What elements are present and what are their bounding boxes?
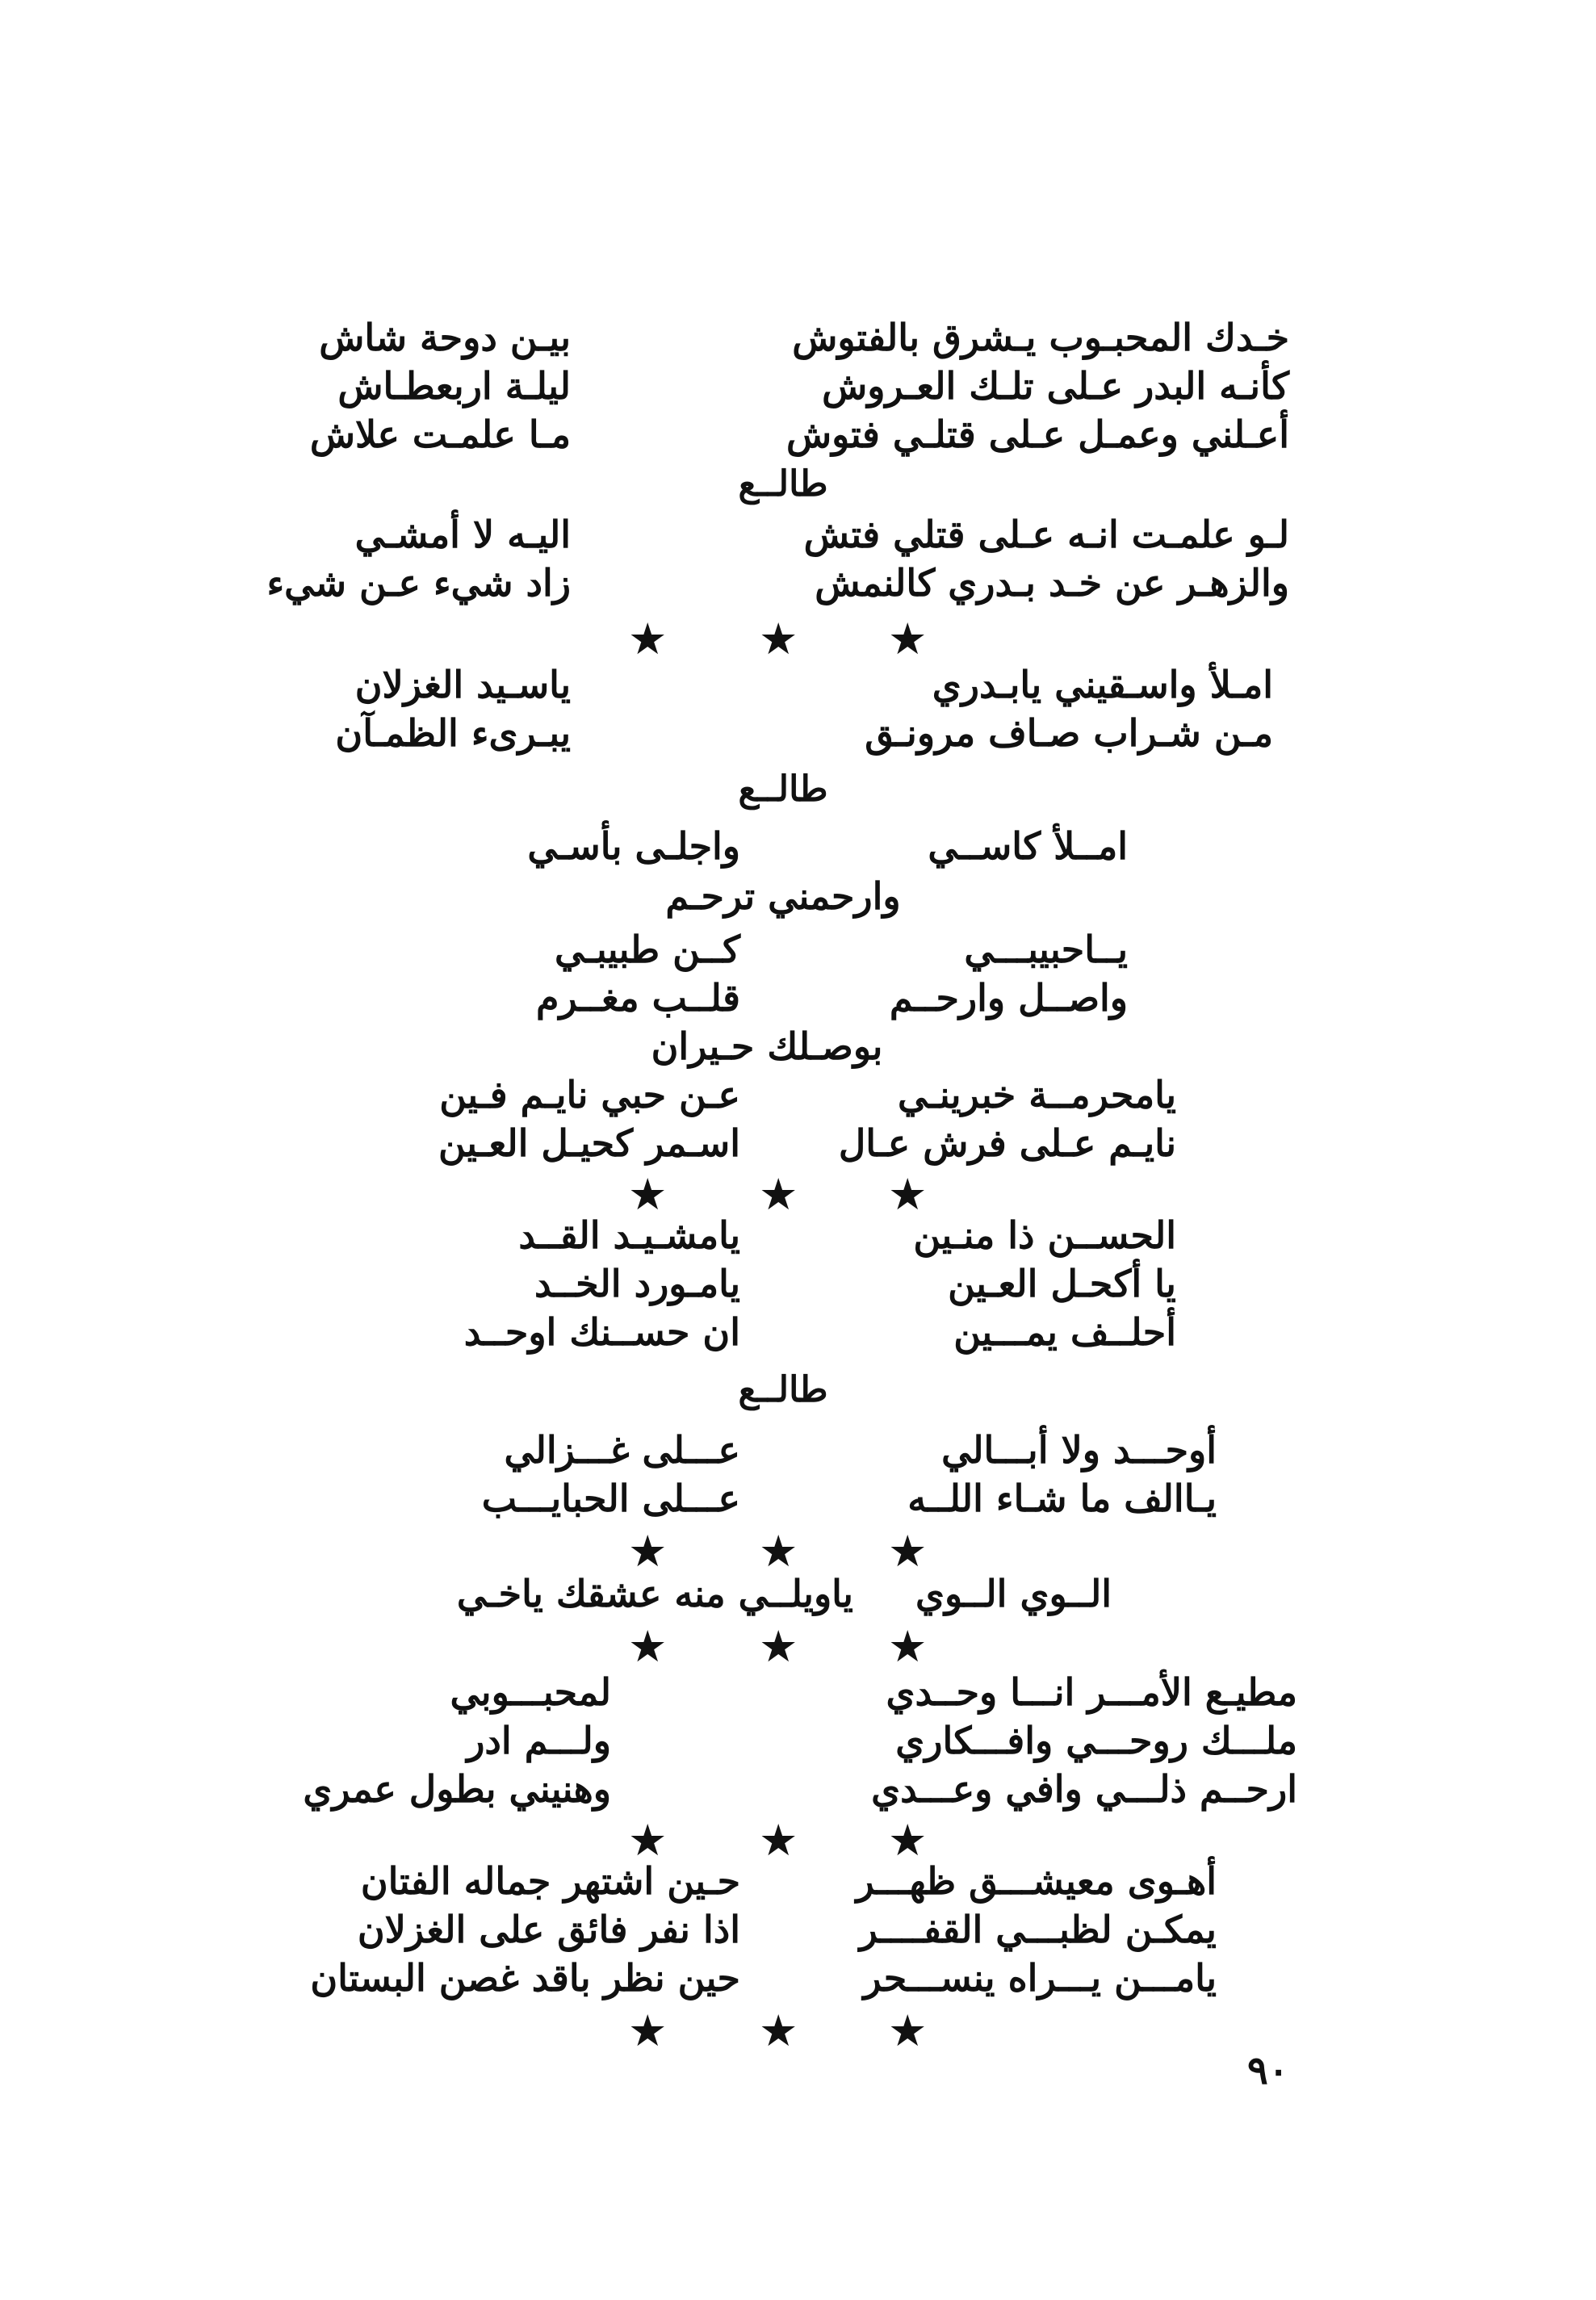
verse-left: ان حســنك اوحــد [463, 1310, 740, 1354]
section-heading: طالــع [738, 463, 828, 505]
section-heading: طالــع [738, 1369, 828, 1410]
verse-left: ياويلــي منه عشقك ياخـي [456, 1572, 853, 1615]
verse-left: ولـــم ادر [467, 1719, 611, 1762]
page-number: ٩٠ [1247, 2048, 1289, 2093]
verse-center: بوصـلك حـيران [651, 1024, 883, 1068]
verse-right: نايـم عـلى فرش عـال [838, 1121, 1176, 1165]
verse-left: يامشـيـد القــد [518, 1213, 740, 1257]
star-icon: ★ [628, 2005, 668, 2056]
verse-left: مـا علمـت علاش [309, 413, 571, 456]
star-icon: ★ [759, 1169, 798, 1220]
verse-left: عـــلى الحبايـــب [481, 1477, 740, 1520]
verse-left: حـين اشتهر جماله الفتان [360, 1859, 740, 1903]
verse-left: يامـورد الخــد [534, 1262, 740, 1305]
verse-right: الــوي الــوي [915, 1572, 1112, 1615]
verse-right: امـلأ واسـقيني يابـدري [932, 663, 1273, 706]
verse-right: أهـوى معيشـــق ظهـــر [856, 1859, 1217, 1903]
verse-left: واجلـى بأسـي [527, 824, 740, 868]
star-divider [0, 1527, 1596, 1576]
verse-right: يمكـن لظبـــي القفــــر [859, 1908, 1217, 1951]
verse-left: لمحبـــوبي [450, 1670, 611, 1714]
verse-left: ليلـة اربعطـاش [337, 364, 571, 408]
verse-left: قلــب مغــرم [536, 976, 740, 1020]
star-icon: ★ [759, 614, 798, 664]
verse-left: ياسـيد الغزلان [354, 663, 571, 706]
section-heading: طالــع [738, 769, 828, 810]
verse-right: ملـــك روحـــي وافـــكاري [895, 1719, 1297, 1762]
star-divider [0, 615, 1596, 664]
verse-center: وارحمني ترحـم [665, 874, 901, 918]
verse-left: بيـن دوحة شاش [319, 316, 571, 359]
verse-left: كــن طبيبـي [555, 928, 740, 971]
verse-right: أعـلني وعمـل عـلى قتلـي فتوش [786, 413, 1289, 456]
verse-right: كأنـه البدر عـلى تلـك العـروش [822, 364, 1289, 408]
star-icon: ★ [888, 1621, 928, 1672]
star-icon: ★ [628, 1526, 668, 1577]
verse-left: زاد شيء عـن شيء [266, 561, 571, 605]
star-icon: ★ [628, 1621, 668, 1672]
star-icon: ★ [888, 1815, 928, 1866]
verse-right: واصــل وارحــم [889, 976, 1128, 1020]
verse-right: الحســن ذا منـين [913, 1213, 1176, 1257]
verse-left: عـــلى غـــزالي [504, 1428, 740, 1472]
star-icon: ★ [759, 1526, 798, 1577]
star-icon: ★ [888, 1169, 928, 1220]
verse-right: يامـــن يـــراه ينســـحر [863, 1956, 1217, 2000]
star-icon: ★ [628, 614, 668, 664]
verse-left: يبـرىء الظمـآن [335, 711, 571, 755]
verse-right: امــلأ كاســي [928, 824, 1128, 868]
verse-right: يامحرمــة خبرينـي [898, 1073, 1176, 1116]
star-icon: ★ [759, 2005, 798, 2056]
verse-right: ارحــم ذلـــي وافي وعـــدي [871, 1767, 1297, 1811]
verse-right: يــاحبيبـــي [964, 928, 1128, 971]
star-icon: ★ [759, 1815, 798, 1866]
verse-left: حين نظر باقد غصن البستان [310, 1956, 740, 2000]
star-icon: ★ [628, 1169, 668, 1220]
verse-right: لـو علمـت انـه عـلى قتلي فتش [803, 513, 1289, 556]
star-icon: ★ [888, 1526, 928, 1577]
verse-left: وهنيني بطول عمري [303, 1767, 611, 1811]
verse-right: يا أكحـل العـين [948, 1262, 1176, 1305]
verse-left: عـن حبي نايـم فـين [439, 1073, 740, 1116]
verse-right: يـاالف ما شـاء اللــه [907, 1477, 1217, 1520]
verse-right: خـدك المحبـوب يـشرق بالفتوش [792, 316, 1289, 359]
star-divider [0, 2007, 1596, 2055]
verse-right: مطيـع الأمـــر انـــا وحــدي [886, 1670, 1297, 1714]
star-icon: ★ [888, 614, 928, 664]
verse-left: اليـه لا أمشـي [354, 513, 571, 556]
verse-right: والزهـر عن خـد بـدري كالنمش [815, 561, 1289, 605]
star-icon: ★ [628, 1815, 668, 1866]
verse-right: أحلــف يمـــين [953, 1310, 1176, 1354]
verse-left: اذا نفر فائق على الغزلان [357, 1908, 740, 1951]
star-icon: ★ [888, 2005, 928, 2056]
verse-right: أوحـــد ولا أبـــالي [941, 1428, 1217, 1472]
star-icon: ★ [759, 1621, 798, 1672]
verse-right: مـن شـراب صـاف مرونـق [865, 711, 1273, 755]
star-divider [0, 1623, 1596, 1671]
verse-left: اسـمر كحيـل العـين [438, 1121, 740, 1165]
